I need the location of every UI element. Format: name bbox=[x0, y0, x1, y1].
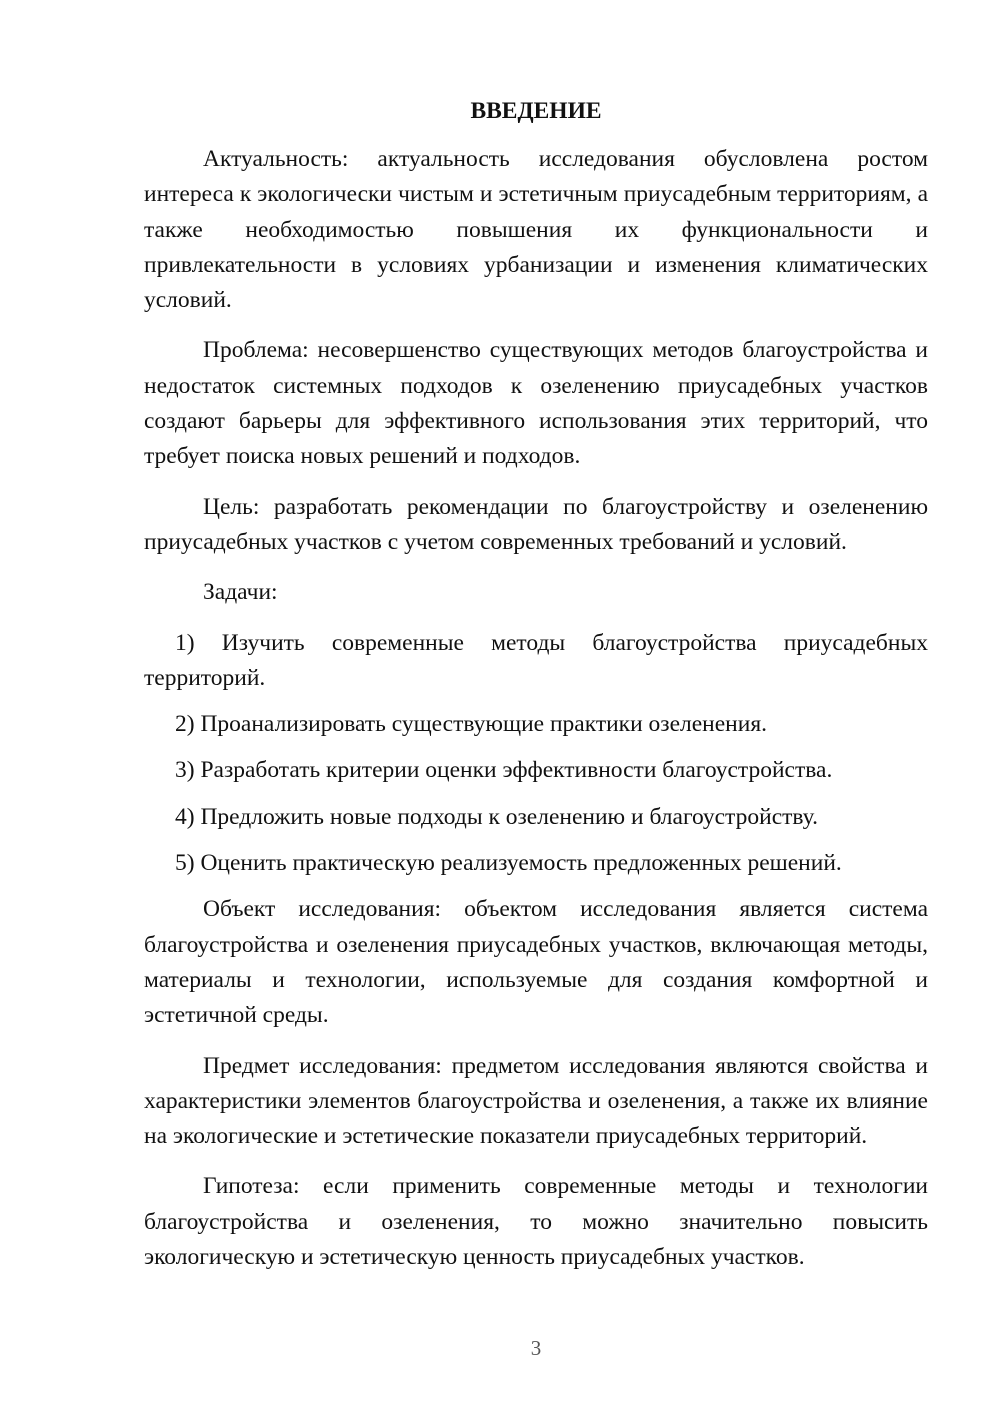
paragraph-goal: Цель: разработать рекомендации по благоустройству и озеленению приусадебных участков с учетом современных требований и условий. bbox=[144, 493, 928, 555]
page-number: 3 bbox=[530, 1336, 542, 1360]
paragraph-relevance: Актуальность: актуальность исследования обусловлена ростом интереса к экологически чистым и эстетичным приусадебным территориям, а также необходимостью повышения их функциональности и привлекательности в условиях урбанизации и изменения климатических условий. bbox=[144, 146, 928, 314]
task-item: 5) Оценить практическую реализуемость предложенных решений. bbox=[175, 850, 842, 877]
paragraph-hypothesis: Гипотеза: если применить современные методы и технологии благоустройства и озеленения, то можно значительно повысить экологическую и эстетическую ценность приусадебных участков. bbox=[144, 1173, 928, 1271]
task-item: 4) Предложить новые подходы к озеленению и благоустройству. bbox=[175, 803, 818, 830]
page-heading: ВВЕДЕНИЕ bbox=[470, 98, 602, 124]
paragraph-tasks-label: Задачи: bbox=[203, 579, 278, 606]
task-item: 3) Разработать критерии оценки эффективности благоустройства. bbox=[175, 757, 833, 784]
document-body bbox=[144, 142, 928, 1290]
paragraph-subject: Предмет исследования: предметом исследования являются свойства и характеристики элементов благоустройства и озеленения, а также их влияние на экологические и эстетические показатели приусадебных территорий. bbox=[144, 1052, 928, 1150]
task-item: 2) Проанализировать существующие практики озеленения. bbox=[175, 711, 767, 738]
task-item: 1) Изучить современные методы благоустройства приусадебных территорий. bbox=[144, 629, 928, 691]
paragraph-object: Объект исследования: объектом исследования является система благоустройства и озеленения приусадебных участков, включающая методы, материалы и технологии, используемые для создания комфортной и эстетичной среды. bbox=[144, 896, 928, 1029]
paragraph-problem: Проблема: несовершенство существующих методов благоустройства и недостаток системных подходов к озеленению приусадебных участков создают барьеры для эффективного использования этих территорий, что требует поиска новых решений и подходов. bbox=[144, 337, 928, 470]
